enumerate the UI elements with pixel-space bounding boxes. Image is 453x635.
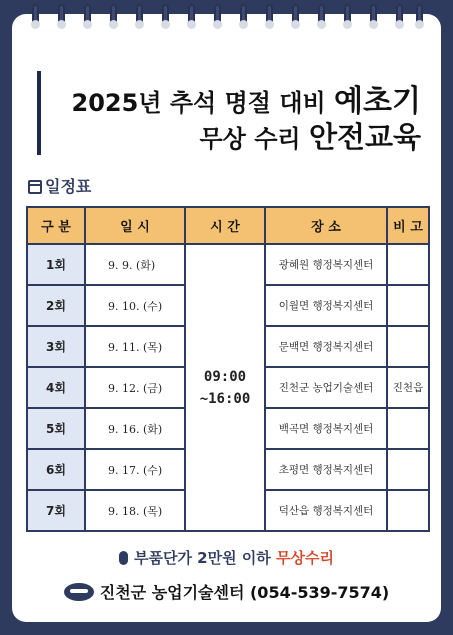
row-number: 4회: [27, 367, 85, 408]
row-place: 덕산읍 행정복지센터: [265, 490, 387, 531]
row-number: 1회: [27, 244, 85, 285]
header-category: 구 분: [27, 207, 85, 244]
row-date: 9. 11. (목): [85, 326, 185, 367]
schedule-heading-text: 일정표: [45, 177, 92, 196]
row-date: 9. 18. (목): [85, 490, 185, 531]
row-place: 이월면 행정복지센터: [265, 285, 387, 326]
ring: [318, 4, 325, 28]
ring: [416, 4, 423, 28]
binder-rings: [12, 4, 441, 34]
row-place: 문백면 행정복지센터: [265, 326, 387, 367]
header-note: 비 고: [387, 207, 429, 244]
title-line-1: [12, 76, 441, 120]
time-cell: 09:00 ~16:00: [185, 244, 265, 531]
row-note: [387, 408, 429, 449]
ring: [292, 4, 299, 28]
row-place: 광혜원 행정복지센터: [265, 244, 387, 285]
ring: [58, 4, 65, 28]
ring: [370, 4, 377, 28]
row-place: 진천군 농업기술센터: [265, 367, 387, 408]
row-note: [387, 326, 429, 367]
row-date: 9. 16. (화): [85, 408, 185, 449]
organization-contact: [12, 580, 441, 603]
row-number: 3회: [27, 326, 85, 367]
row-number: 7회: [27, 490, 85, 531]
parts-notice-text: 부품단가 2만원 이하: [134, 549, 277, 567]
row-note: [387, 449, 429, 490]
header-date: 일 시: [85, 207, 185, 244]
ring: [136, 4, 143, 28]
ring: [188, 4, 195, 28]
parts-notice-highlight: 무상수리: [276, 549, 334, 567]
row-note: [387, 285, 429, 326]
title-line-1-text: 2025년 추석 명절 대비: [71, 89, 335, 117]
ring: [344, 4, 351, 28]
schedule-table: [26, 206, 430, 532]
microphone-icon: [119, 551, 128, 565]
ring: [240, 4, 247, 28]
table-header-row: [27, 207, 429, 244]
ring: [32, 4, 39, 28]
ring: [214, 4, 221, 28]
title-line-2-emphasis: 안전교육: [308, 120, 421, 154]
header-place: 장 소: [265, 207, 387, 244]
row-date: 9. 17. (수): [85, 449, 185, 490]
logo-icon: [64, 583, 94, 601]
row-number: 6회: [27, 449, 85, 490]
row-date: 9. 9. (화): [85, 244, 185, 285]
row-note: [387, 244, 429, 285]
ring: [110, 4, 117, 28]
schedule-heading: [28, 174, 91, 197]
parts-notice: [12, 547, 441, 568]
title-line-1-emphasis: 예초기: [334, 84, 421, 119]
row-place: 백곡면 행정복지센터: [265, 408, 387, 449]
row-date: 9. 10. (수): [85, 285, 185, 326]
title-line-2: [12, 115, 441, 156]
row-note: [387, 490, 429, 531]
organization-text: 진천군 농업기술센터 (054-539-7574): [99, 583, 390, 602]
ring: [266, 4, 273, 28]
row-number: 2회: [27, 285, 85, 326]
row-place: 초평면 행정복지센터: [265, 449, 387, 490]
title-line-2-text: 무상 수리: [199, 125, 309, 153]
ring: [396, 4, 403, 28]
calendar-icon: [28, 180, 42, 194]
ring: [162, 4, 169, 28]
row-number: 5회: [27, 408, 85, 449]
ring: [84, 4, 91, 28]
row-note: 진천읍: [387, 367, 429, 408]
header-time: 시 간: [185, 207, 265, 244]
table-row: [27, 244, 429, 285]
poster: [12, 14, 441, 622]
row-date: 9. 12. (금): [85, 367, 185, 408]
